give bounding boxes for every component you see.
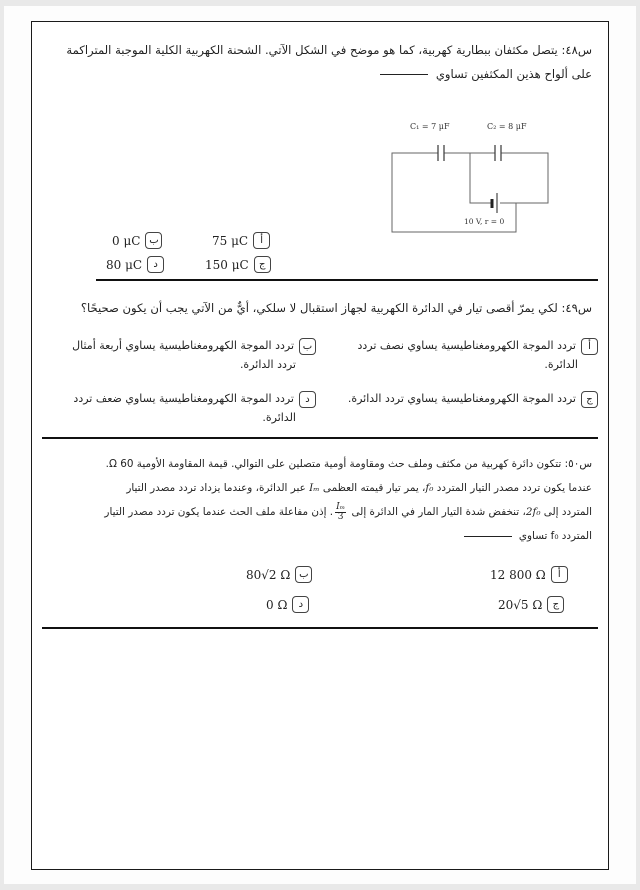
question-50-line2a: عندما يكون تردد مصدر التيار المتردد xyxy=(436,482,592,494)
option-text-line1: تردد الموجة الكهرومغناطيسية يساوي ضعف تردد xyxy=(73,392,294,405)
option-text-line1: تردد الموجة الكهرومغناطيسية يساوي تردد الدائرة. xyxy=(347,392,576,405)
question-50-line2c: عبر الدائرة، وعندما يزداد تردد مصدر التيار xyxy=(126,482,306,494)
question-50-line3b: ، تنخفض شدة التيار المار في الدائرة إلى xyxy=(351,506,526,518)
option-badge: د xyxy=(147,256,164,273)
c2-label: C₂ = 8 μF xyxy=(487,122,527,131)
option-badge: أ xyxy=(581,338,598,355)
question-50-number: س٥٠: xyxy=(564,458,592,470)
option-badge: د xyxy=(292,596,309,613)
battery-icon xyxy=(492,193,497,213)
option-badge: أ xyxy=(253,232,270,249)
question-48-number: س٤٨: xyxy=(561,43,592,57)
question-48-text-line2: على ألواح هذين المكثفين تساوي xyxy=(435,67,592,81)
question-48-text-line1: يتصل مكثفان ببطارية كهربية، كما هو موضح في الشكل الآتي. الشحنة الكهربية الكلية الموجبة المتراكمة xyxy=(66,43,558,57)
q49-option-a[interactable] xyxy=(326,336,598,374)
q50-option-c[interactable] xyxy=(498,596,564,613)
question-divider xyxy=(96,279,598,281)
option-value: 0 μC xyxy=(112,233,141,248)
option-text-line1: تردد الموجة الكهرومغناطيسية يساوي أربعة أمثال xyxy=(72,339,294,352)
q48-option-d[interactable] xyxy=(106,256,164,273)
question-49-text: لكي يمرّ أقصى تيار في الدائرة الكهربية لجهاز استقبال لا سلكي، أيٌّ من الآتي يجب أن يكون صحيحًا؟ xyxy=(80,301,558,315)
option-badge: د xyxy=(299,391,316,408)
question-divider xyxy=(42,627,598,629)
option-value: 80√2 Ω xyxy=(246,567,291,582)
capacitor-c2-icon xyxy=(495,145,501,161)
answer-blank xyxy=(464,536,512,537)
question-49 xyxy=(44,297,592,319)
symbol-2f0: 2f₀ xyxy=(525,506,541,518)
option-badge: ج xyxy=(581,391,598,408)
question-50-line2b: ، يمر تيار قيمته العظمى xyxy=(322,482,426,494)
question-50-line1: تتكون دائرة كهربية من مكثف وملف حث ومقاومة أومية متصلين على التوالي. قيمة المقاومة الأومية 60 Ω. xyxy=(105,458,562,470)
option-value: 0 Ω xyxy=(266,597,288,612)
question-48 xyxy=(44,38,592,86)
symbol-im: Iₘ xyxy=(309,482,320,494)
fraction-numerator: Iₘ xyxy=(336,501,346,512)
option-value: 80 μC xyxy=(106,257,143,272)
option-text-line2: الدائرة. xyxy=(262,411,296,424)
question-50-line3a: المتردد إلى xyxy=(543,506,592,518)
option-value: 12 800 Ω xyxy=(490,567,546,582)
q48-option-b[interactable] xyxy=(112,232,162,249)
option-badge: ب xyxy=(295,566,312,583)
fraction-im-over-3 xyxy=(335,503,346,522)
question-50-line4: المتردد f₀ تساوي xyxy=(518,530,592,542)
option-value: 75 μC xyxy=(212,233,249,248)
option-value: 150 μC xyxy=(205,257,249,272)
question-50-line3c: . إذن مفاعلة ملف الحث عندما يكون تردد مصدر التيار xyxy=(104,506,334,518)
q50-option-b[interactable] xyxy=(246,566,312,583)
option-text-line2: تردد الدائرة. xyxy=(239,358,296,371)
option-value: 20√5 Ω xyxy=(498,597,543,612)
option-badge: ب xyxy=(299,338,316,355)
question-50 xyxy=(44,452,592,548)
q50-option-d[interactable] xyxy=(266,596,309,613)
option-text-line1: تردد الموجة الكهرومغناطيسية يساوي نصف تردد xyxy=(357,339,576,352)
option-badge: ج xyxy=(547,596,564,613)
question-49-number: س٤٩: xyxy=(561,301,592,315)
question-divider xyxy=(42,437,598,439)
q48-option-c[interactable] xyxy=(205,256,271,273)
c1-label: C₁ = 7 μF xyxy=(410,122,450,131)
option-badge: ج xyxy=(254,256,271,273)
option-text-line2: الدائرة. xyxy=(544,358,578,371)
option-badge: ب xyxy=(145,232,162,249)
q49-option-c[interactable] xyxy=(326,389,598,408)
q50-option-a[interactable] xyxy=(490,566,568,583)
symbol-f0: f₀ xyxy=(425,482,434,494)
capacitor-c1-icon xyxy=(438,145,444,161)
circuit-diagram xyxy=(380,115,560,235)
option-badge: أ xyxy=(551,566,568,583)
fraction-denominator: 3 xyxy=(337,511,344,522)
q48-option-a[interactable] xyxy=(212,232,270,249)
q49-option-b[interactable] xyxy=(44,336,316,374)
q49-option-d[interactable] xyxy=(44,389,316,427)
battery-label: 10 V, r = 0 xyxy=(464,217,505,226)
answer-blank xyxy=(380,74,428,75)
